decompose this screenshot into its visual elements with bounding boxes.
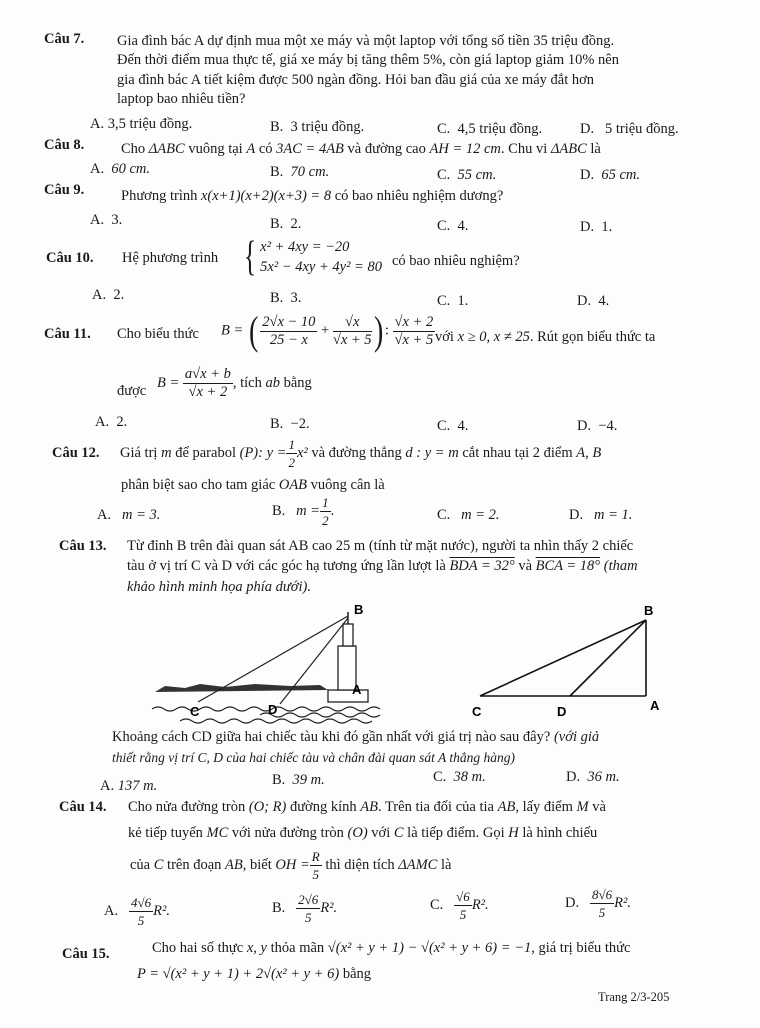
q12-option-b: B. m = $\frac{1}{2}$ . bbox=[272, 495, 335, 528]
q13-figure-scene bbox=[150, 602, 390, 726]
q9-option-a: A. 3. bbox=[90, 212, 123, 228]
scene-label-c: C bbox=[190, 704, 200, 719]
q12-label: Câu 12. bbox=[52, 445, 100, 461]
q10-text: Hệ phương trình bbox=[122, 250, 219, 266]
q11-text: Cho biểu thức bbox=[117, 326, 199, 342]
scene-label-a: A bbox=[352, 682, 362, 697]
q13-line2: tàu ở vị trí C và D với các góc hạ tương ứng lần lượt là BDA = 32° và BCA = 18° (tham bbox=[127, 558, 638, 574]
scene-label-b: B bbox=[354, 602, 364, 617]
q14-option-b: B. $\frac{2√6}{5}$ R². bbox=[272, 892, 338, 925]
q7-line4: laptop bao nhiêu tiền? bbox=[117, 91, 246, 107]
triangle-label-b: B bbox=[644, 603, 654, 618]
q11-option-c: C. 4. bbox=[437, 418, 469, 434]
q14-option-d: D. $\frac{8√6}{5}$ R². bbox=[565, 887, 631, 920]
q14-line1: Cho nửa đường tròn (O; R) đường kính AB. Trên tia đối của tia AB, lấy điểm M và bbox=[128, 799, 606, 815]
q7-option-a: A. 3,5 triệu đồng. bbox=[90, 116, 193, 132]
q8-option-a: A. 60 cm. bbox=[90, 161, 151, 177]
triangle-label-a: A bbox=[650, 698, 660, 713]
q13-label: Câu 13. bbox=[59, 538, 107, 554]
q14-option-c: C. $\frac{√6}{5}$ R². bbox=[430, 889, 489, 922]
q10-option-a: A. 2. bbox=[92, 287, 125, 303]
q8-option-d: D. 65 cm. bbox=[580, 167, 641, 183]
q8-option-b: B. 70 cm. bbox=[270, 164, 330, 180]
q11-option-a: A. 2. bbox=[95, 414, 128, 430]
q12-stem: Giá trị m để parabol (P): y = $\frac{1}{2}$ x² và đường thẳng d : y = m cắt nhau tại 2 điểm A, B bbox=[120, 437, 602, 470]
page-number: Trang 2/3-205 bbox=[598, 990, 670, 1004]
q7-option-c: C. 4,5 triệu đồng. bbox=[437, 121, 543, 137]
q11-result: B = $\frac{a√x + b}{√x + 2}$ , tích ab bằng bbox=[157, 366, 312, 400]
q11-option-d: D. −4. bbox=[577, 418, 618, 434]
q11-condition: với x ≥ 0, x ≠ 25. Rút gọn biểu thức ta bbox=[435, 329, 656, 345]
scene-label-d: D bbox=[268, 702, 278, 717]
water-waves bbox=[152, 707, 380, 723]
q9-option-c: C. 4. bbox=[437, 218, 469, 234]
q12-option-d: D. m = 1. bbox=[569, 507, 633, 523]
q11-option-b: B. −2. bbox=[270, 416, 310, 432]
shore-ship-icon bbox=[155, 684, 328, 692]
q12-option-c: C. m = 2. bbox=[437, 507, 500, 523]
q7-line2: Đến thời điểm mua thực tế, giá xe máy bị tăng thêm 5%, còn giá laptop giảm 10% nên bbox=[117, 52, 619, 68]
q10-option-b: B. 3. bbox=[270, 290, 302, 306]
q13-option-d: D. 36 m. bbox=[566, 769, 620, 785]
triangle-label-c: C bbox=[472, 704, 482, 718]
q10-option-c: C. 1. bbox=[437, 293, 469, 309]
q14-label: Câu 14. bbox=[59, 799, 107, 815]
q14-line2: kẻ tiếp tuyến MC với nửa đường tròn (O) với C là tiếp điểm. Gọi H là hình chiếu bbox=[128, 825, 598, 841]
q13-option-a: A. 137 m. bbox=[100, 778, 158, 794]
q12-option-a: A. m = 3. bbox=[97, 507, 161, 523]
q11-label: Câu 11. bbox=[44, 326, 91, 342]
q7-line1: Gia đình bác A dự định mua một xe máy và một laptop với tổng số tiền 35 triệu đồng. bbox=[117, 33, 615, 49]
q13-option-c: C. 38 m. bbox=[433, 769, 486, 785]
q13-figure-triangle bbox=[462, 602, 672, 718]
q15-line2: P = √(x² + y + 1) + 2√(x² + y + 6) bằng bbox=[137, 966, 372, 982]
q7-line3: gia đình bác A tiết kiệm được 500 ngàn đồng. Hỏi ban đầu giá của xe máy đắt hơn bbox=[117, 72, 595, 88]
triangle-label-d: D bbox=[557, 704, 567, 718]
q15-label: Câu 15. bbox=[62, 946, 110, 962]
q11-expression: B = ( $\frac{2√x - 10}{25 - x}$ + $\frac{√x}{√x + 5}$ ) : $\frac{√x + 2}{√x + 5}$ bbox=[221, 308, 434, 353]
q7-option-b: B. 3 triệu đồng. bbox=[270, 119, 365, 135]
q8-label: Câu 8. bbox=[44, 137, 85, 153]
q13-question: Khoảng cách CD giữa hai chiếc tàu khi đó gần nhất với giá trị nào sau đây? (với giả bbox=[112, 729, 600, 745]
q13-note: thiết rằng vị trí C, D của hai chiếc tàu và chân đài quan sát A thẳng hàng) bbox=[112, 750, 515, 765]
q7-option-d: D. 5 triệu đồng. bbox=[580, 121, 679, 137]
q13-line3: khảo hình minh họa phía dưới). bbox=[127, 579, 311, 595]
q12-line2: phân biệt sao cho tam giác OAB vuông cân là bbox=[121, 477, 385, 493]
q8-option-c: C. 55 cm. bbox=[437, 167, 497, 183]
q7-label: Câu 7. bbox=[44, 31, 85, 47]
q10-option-d: D. 4. bbox=[577, 293, 610, 309]
q10-label: Câu 10. bbox=[46, 250, 94, 266]
q14-line3: của C trên đoạn AB, biết OH = $\frac{R}{5}$ thì diện tích ΔAMC là bbox=[130, 849, 452, 882]
q8-stem: Cho ΔABC vuông tại A có 3AC = 4AB và đường cao AH = 12 cm. Chu vi ΔABC là bbox=[121, 141, 601, 157]
q9-option-d: D. 1. bbox=[580, 219, 613, 235]
q10-system: { x² + 4xy = −20 5x² − 4xy + 4y² = 80 bbox=[244, 234, 382, 280]
q14-option-a: A. $\frac{4√6}{5}$ R². bbox=[104, 895, 170, 928]
q13-option-b: B. 39 m. bbox=[272, 772, 325, 788]
q11-text4: được bbox=[117, 383, 147, 399]
q10-text2: có bao nhiêu nghiệm? bbox=[392, 253, 520, 269]
q13-line1: Từ đỉnh B trên đài quan sát AB cao 25 m (tính từ mặt nước), người ta nhìn thấy 2 chiếc bbox=[127, 538, 634, 554]
q9-stem: Phương trình x(x+1)(x+2)(x+3) = 8 có bao nhiêu nghiệm dương? bbox=[121, 188, 504, 204]
q15-line1: Cho hai số thực x, y thỏa mãn √(x² + y + 1) − √(x² + y + 6) = −1, giá trị biểu thức bbox=[152, 940, 631, 956]
q9-label: Câu 9. bbox=[44, 182, 85, 198]
q9-option-b: B. 2. bbox=[270, 216, 302, 232]
